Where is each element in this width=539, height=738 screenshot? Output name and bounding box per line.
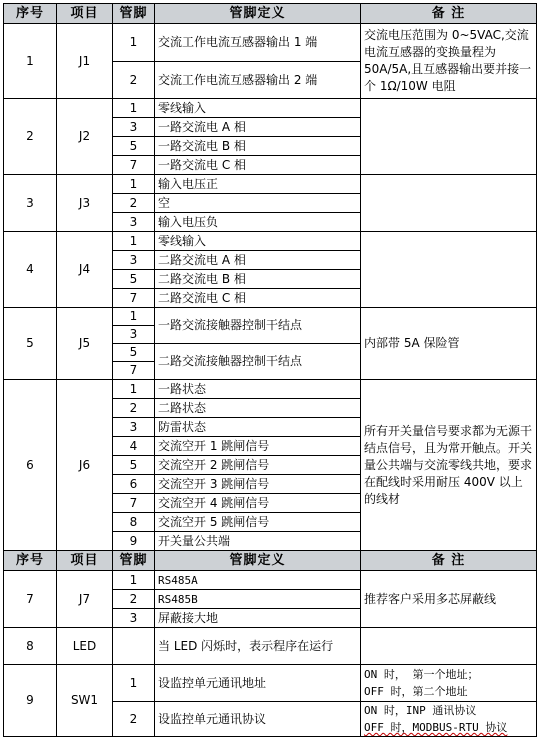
def-cell: 输入电压正 [155,175,361,194]
pin-cell: 3 [113,326,155,344]
pin-cell: 7 [113,362,155,380]
pin-cell: 5 [113,456,155,475]
pin-cell: 3 [113,251,155,270]
table-row [4,99,537,118]
item-cell: J4 [57,232,113,308]
header-item: 项目 [57,551,113,571]
def-cell: 一路交流电 B 相 [155,137,361,156]
seq-cell: 9 [4,665,57,737]
pin-cell: 1 [113,175,155,194]
def-cell: RS485A [155,571,361,590]
note-cell [361,628,537,665]
pin-cell: 1 [113,665,155,702]
seq-cell: 8 [4,628,57,665]
item-cell: J7 [57,571,113,628]
item-cell: LED [57,628,113,665]
item-cell: J6 [57,380,113,551]
seq-cell: 3 [4,175,57,232]
pin-cell: 4 [113,437,155,456]
header-def: 管脚定义 [155,551,361,571]
note-cell [361,99,537,175]
pin-cell: 3 [113,213,155,232]
pin-cell: 3 [113,118,155,137]
def-cell: 交流空开 4 跳闸信号 [155,494,361,513]
item-cell: J1 [57,24,113,99]
pin-cell: 7 [113,494,155,513]
pin-cell: 2 [113,590,155,609]
def-cell: 零线输入 [155,99,361,118]
pin-cell [113,628,155,665]
def-cell: 交流工作电流互感器输出 1 端 [155,24,361,62]
note-line: ON 时， 第一个地址； [364,668,479,681]
def-cell: 二路交流接触器控制干结点 [155,344,361,380]
pin-cell: 1 [113,99,155,118]
def-cell: 交流空开 1 跳闸信号 [155,437,361,456]
pin-cell: 1 [113,232,155,251]
def-cell: 开关量公共端 [155,532,361,551]
def-cell: 一路交流接触器控制干结点 [155,308,361,344]
seq-cell: 2 [4,99,57,175]
def-cell: 二路状态 [155,399,361,418]
def-cell: 交流工作电流互感器输出 2 端 [155,62,361,99]
note-cell [361,702,537,737]
def-cell: 零线输入 [155,232,361,251]
pin-cell: 7 [113,289,155,308]
table-row [4,571,537,590]
item-cell: J2 [57,99,113,175]
note-cell [361,175,537,232]
def-cell: 空 [155,194,361,213]
pin-cell: 1 [113,380,155,399]
def-cell: 设监控单元通讯地址 [155,665,361,702]
pin-cell: 7 [113,156,155,175]
seq-cell: 4 [4,232,57,308]
header-def: 管脚定义 [155,4,361,24]
note-line: ON 时，INP 通讯协议 [364,704,477,717]
pin-cell: 3 [113,418,155,437]
def-cell: 屏蔽接大地 [155,609,361,628]
note-cell: 交流电压范围为 0~5VAC,交流电流互感器的变换量程为 50A/5A,且互感器输出要并接一个 1Ω/10W 电阻 [361,24,537,99]
pin-cell: 1 [113,24,155,62]
pin-cell: 5 [113,270,155,289]
pin-cell: 8 [113,513,155,532]
header-pin: 管脚 [113,4,155,24]
pin-cell: 2 [113,702,155,737]
pin-cell: 3 [113,609,155,628]
item-cell: SW1 [57,665,113,737]
table-row [4,175,537,194]
pin-cell: 2 [113,399,155,418]
table-row [4,665,537,702]
def-cell: 防雷状态 [155,418,361,437]
def-cell: RS485B [155,590,361,609]
def-cell: 交流空开 2 跳闸信号 [155,456,361,475]
table-row [4,232,537,251]
note-cell: 推荐客户采用多芯屏蔽线 [361,571,537,628]
pin-cell: 1 [113,571,155,590]
note-cell: 内部带 5A 保险管 [361,308,537,380]
header-item: 项目 [57,4,113,24]
note-cell [361,232,537,308]
def-cell: 一路交流电 A 相 [155,118,361,137]
note-cell: 所有开关量信号要求都为无源干结点信号，且为常开触点。开关量公共端与交流零线共地，要求在配线时采用耐压 400V 以上的线材 [361,380,537,551]
pin-cell: 9 [113,532,155,551]
seq-cell: 1 [4,24,57,99]
def-cell: 交流空开 5 跳闸信号 [155,513,361,532]
def-cell: 当 LED 闪烁时，表示程序在运行 [155,628,361,665]
def-cell: 二路交流电 C 相 [155,289,361,308]
def-cell: 二路交流电 A 相 [155,251,361,270]
pin-cell: 5 [113,344,155,362]
pin-cell: 2 [113,194,155,213]
note-line: OFF 时，MODBUS-RTU 协议 [364,721,508,734]
pin-cell: 2 [113,62,155,99]
pin-definition-table [3,3,537,737]
def-cell: 一路状态 [155,380,361,399]
def-cell: 设监控单元通讯协议 [155,702,361,737]
table-row [4,380,537,399]
table-header-row [4,551,537,571]
table-row [4,308,537,326]
header-note: 备 注 [361,4,537,24]
seq-cell: 6 [4,380,57,551]
note-cell [361,665,537,702]
def-cell: 二路交流电 B 相 [155,270,361,289]
pin-cell: 6 [113,475,155,494]
pin-cell: 1 [113,308,155,326]
note-line: OFF 时，第二个地址 [364,685,468,698]
header-seq: 序号 [4,4,57,24]
def-cell: 交流空开 3 跳闸信号 [155,475,361,494]
table-row [4,628,537,665]
header-pin: 管脚 [113,551,155,571]
def-cell: 输入电压负 [155,213,361,232]
def-cell: 一路交流电 C 相 [155,156,361,175]
pin-cell: 5 [113,137,155,156]
item-cell: J5 [57,308,113,380]
table-header-row [4,4,537,24]
seq-cell: 5 [4,308,57,380]
seq-cell: 7 [4,571,57,628]
table-row [4,24,537,62]
header-seq: 序号 [4,551,57,571]
header-note: 备 注 [361,551,537,571]
item-cell: J3 [57,175,113,232]
